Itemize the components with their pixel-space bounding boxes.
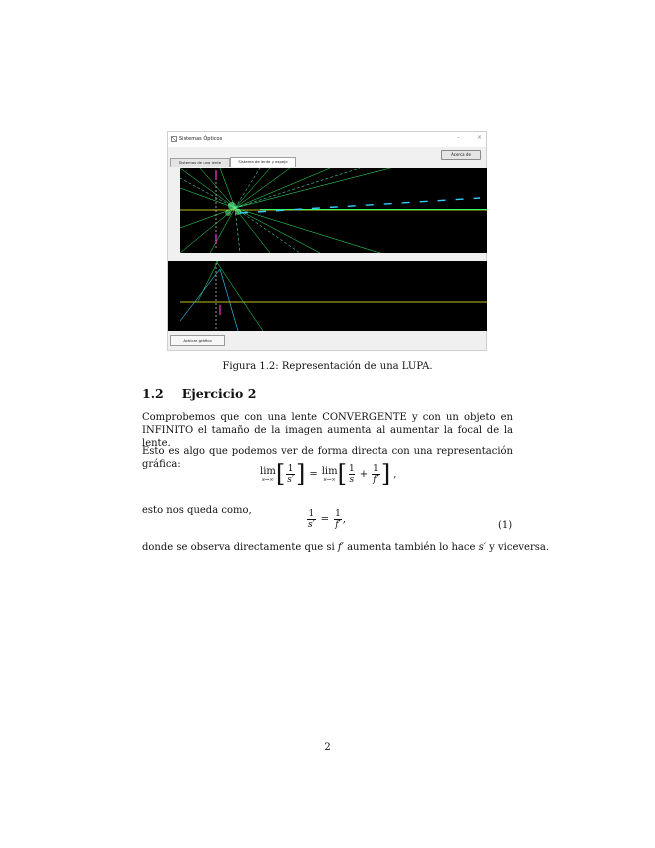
fraction-one-over-fprime: $\frac{1}{f'}$ xyxy=(373,463,379,485)
page-number: 2 xyxy=(324,742,331,753)
close-button[interactable]: × xyxy=(477,134,483,141)
section-title: Ejercicio 2 xyxy=(181,386,257,401)
fraction-one-over-s: $\frac{1}{s}$ xyxy=(348,463,355,485)
section-number: 1.2 xyxy=(142,386,164,401)
paragraph-3: esto nos queda como, xyxy=(142,505,252,516)
equation-number: (1) xyxy=(498,520,513,531)
tab-lens-mirror[interactable]: Sistema de lente y espejo xyxy=(230,157,296,167)
paragraph-2: Esto es algo que podemos ver de forma directa con una representación gráfica: xyxy=(142,446,513,470)
section-heading xyxy=(142,386,256,401)
app-icon xyxy=(171,136,177,142)
paragraph-4: donde se observa directamente que si f′ aumenta también lo hace s′ y viceversa. xyxy=(142,542,549,553)
window-titlebar xyxy=(168,132,486,147)
fraction-one-over-fprime-2: $\frac{1}{f'}$ xyxy=(335,509,341,530)
paragraph-1: Comprobemos que con una lente CONVERGENTE y con un objeto en INFINITO el tamaño de la imagen aumenta al aumentar la focal de la lente. xyxy=(142,412,513,449)
figure-screenshot-window xyxy=(167,131,487,351)
ray-diagram-lower xyxy=(168,261,487,331)
limit-equation: lim s→∞ [ $\frac{1}{s'}$ ] = lim s→∞ [ $\frac{1}{s}$ + $\frac{1}{f'}$ ] , xyxy=(260,460,397,488)
about-button[interactable]: Acerca de xyxy=(441,150,481,160)
figure-caption: Figura 1.2: Representación de una LUPA. xyxy=(222,361,433,372)
lens-equation: $\frac{1}{s'}$ = $\frac{1}{f'}$ , xyxy=(308,509,346,530)
tab-single-lens[interactable]: Sistemas de una lente xyxy=(170,158,230,167)
fraction-one-over-sprime-2: $\frac{1}{s'}$ xyxy=(308,509,315,530)
limit-operator-left: lim s→∞ xyxy=(260,465,276,483)
window-title: Sistemas Ópticos xyxy=(179,136,223,142)
minimize-button[interactable]: – xyxy=(457,134,460,141)
limit-operator-right: lim s→∞ xyxy=(321,465,338,483)
fraction-one-over-sprime: $\frac{1}{s'}$ xyxy=(287,463,294,485)
ray-diagram-upper xyxy=(180,168,487,253)
shrink-graph-button[interactable]: Achicar gráfico xyxy=(170,335,225,346)
